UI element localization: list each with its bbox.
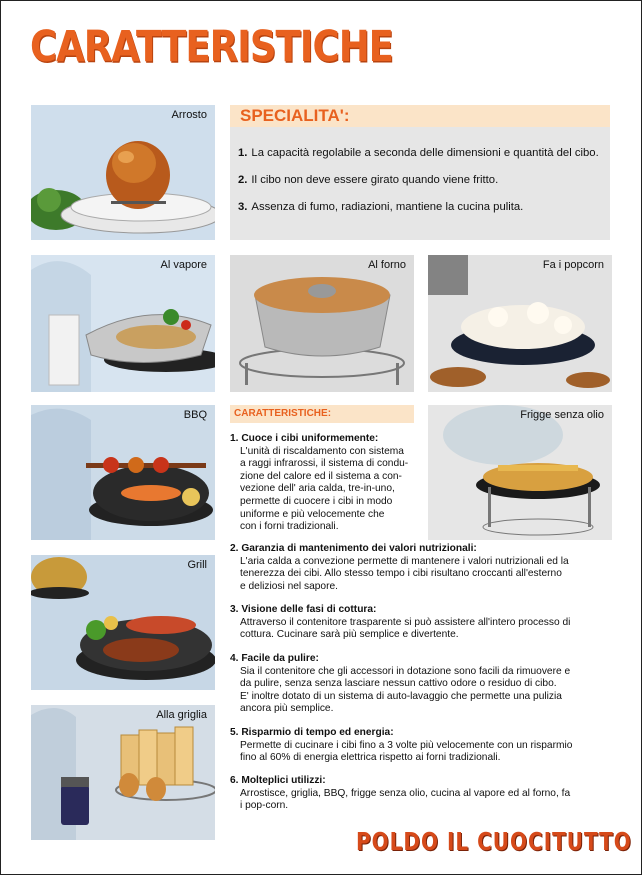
page-title: CARATTERISTICHE [30, 22, 393, 72]
feature-description: Permette di cucinare i cibi fino a 3 volte più velocemente con un risparmio fino al 60% di energia elettrica rispetto ai forni tradizionali. [240, 739, 573, 764]
feature-item [230, 433, 420, 534]
feature-description: L'unità di riscaldamento con sistema a raggi infrarossi, il sistema di condu- zione del calore ed il sistema a con- vezione dell' aria calda, tre-in-uno, permette di cuocere i cibi in modo uniforme e più velocemente che con i forni tradizionali. [240, 445, 409, 533]
bbq-skewers-illustration [31, 405, 215, 540]
caption-frigge: Frigge senza olio [520, 409, 604, 421]
caption-grill: Grill [187, 559, 207, 571]
caratteristiche-header [230, 405, 414, 423]
specialita-item [238, 201, 599, 228]
feature-description: Sia il contenitore che gli accessori in dotazione sono facili da rimuovere e da pulire, senza senza lasciare nessun cattivo odore o residuo di cibo. E' inoltre dotato di un sistema di auto-lavaggio che permette una pulizia ancora più semplice. [240, 665, 571, 715]
feature-title: 4. Facile da pulire: [230, 653, 319, 664]
caption-al-forno: Al forno [368, 259, 406, 271]
caption-griglia: Alla griglia [156, 709, 207, 721]
toast-illustration [31, 705, 215, 840]
specialita-item [238, 174, 599, 201]
grilled-meat-illustration [31, 555, 215, 690]
feature-description: L'aria calda a convezione permette di mantenere i valori nutrizionali ed la tenerezza dei cibi. Allo stesso tempo i cibi risultano croccanti all'esterno e deliziosi nel sapore. [240, 555, 569, 592]
baked-cake-illustration [230, 255, 414, 392]
item-text: Assenza di fumo, radiazioni, mantiene la cucina pulita. [251, 201, 524, 213]
caption-popcorn: Fa i popcorn [542, 259, 604, 271]
feature-item [230, 727, 615, 765]
item-number: 2. [238, 174, 248, 186]
brand-logo: POLDO IL CUOCITUTTO [356, 826, 632, 856]
popcorn-illustration [428, 255, 612, 392]
feature-item [230, 543, 615, 593]
item-number: 1. [238, 147, 248, 159]
photo-al-vapore [31, 255, 215, 392]
feature-title: 6. Molteplici utilizzi: [230, 775, 326, 786]
specialita-item [238, 147, 599, 174]
feature-description: Attraverso il contenitore trasparente si può assistere all'intero processo di cottura. Cucinare sarà più semplice e divertente. [240, 616, 571, 641]
feature-title: 3. Visione delle fasi di cottura: [230, 604, 377, 615]
photo-popcorn [428, 255, 612, 392]
caption-bbq: BBQ [183, 409, 207, 421]
feature-description: Arrostisce, griglia, BBQ, frigge senza olio, cucina al vapore ed al forno, fa i pop-corn. [240, 787, 571, 812]
item-text: La capacità regolabile a seconda delle dimensioni e quantità del cibo. [251, 147, 599, 159]
specialita-heading: SPECIALITA': [240, 106, 350, 125]
photo-arrosto [31, 105, 215, 240]
specialita-header [230, 105, 610, 127]
specialita-panel [230, 105, 610, 240]
item-number: 3. [238, 201, 248, 213]
feature-item [230, 653, 615, 716]
feature-title: 1. Cuoce i cibi uniformemente: [230, 433, 379, 444]
photo-bbq [31, 405, 215, 540]
steamed-fish-illustration [31, 255, 215, 392]
feature-item [230, 775, 615, 813]
photo-griglia [31, 705, 215, 840]
feature-title: 5. Risparmio di tempo ed energia: [230, 727, 394, 738]
caption-arrosto: Arrosto [171, 109, 207, 121]
item-text: Il cibo non deve essere girato quando viene fritto. [251, 174, 499, 186]
photo-al-forno [230, 255, 414, 392]
fries-illustration [428, 405, 612, 540]
specialita-list [238, 147, 599, 228]
photo-frigge [428, 405, 612, 540]
caratteristiche-heading: CARATTERISTICHE: [234, 408, 332, 419]
photo-grill [31, 555, 215, 690]
roast-chicken-illustration [31, 105, 215, 240]
feature-title: 2. Garanzia di mantenimento dei valori nutrizionali: [230, 543, 477, 554]
feature-item [230, 604, 615, 642]
caption-al-vapore: Al vapore [160, 259, 207, 271]
